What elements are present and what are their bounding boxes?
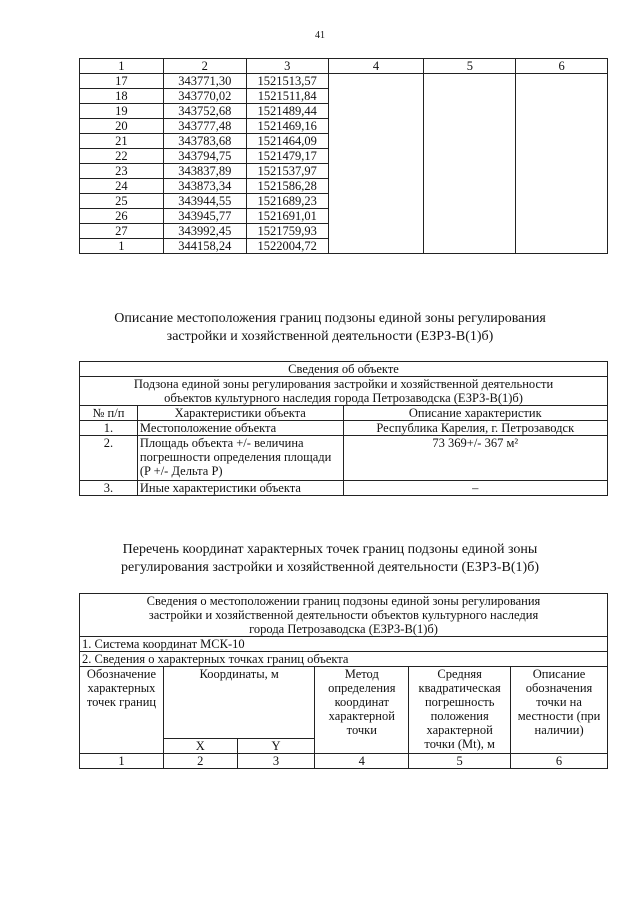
column-number-header: 5 bbox=[424, 59, 516, 74]
point-number: 21 bbox=[80, 134, 164, 149]
coord-y: 1521489,44 bbox=[246, 104, 328, 119]
col-num-header: № п/п bbox=[80, 406, 138, 421]
point-number: 20 bbox=[80, 119, 164, 134]
heading-coordinates-list: Перечень координат характерных точек границ подзоны единой зоны регулирования застройки и хозяйственной деятельности (ЕЗРЗ-В(1)б) bbox=[120, 542, 539, 575]
column-number: 5 bbox=[409, 754, 511, 769]
section-points-info: 2. Сведения о характерных точках границ объекта bbox=[80, 652, 608, 667]
coord-y: 1521586,28 bbox=[246, 179, 328, 194]
col-desc-header: Описание характеристик bbox=[343, 406, 607, 421]
point-number: 19 bbox=[80, 104, 164, 119]
coord-x: 343752,68 bbox=[163, 104, 246, 119]
coord-x: 344158,24 bbox=[163, 239, 246, 254]
point-number: 1 bbox=[80, 239, 164, 254]
empty-cell bbox=[328, 74, 424, 254]
column-number-header: 1 bbox=[80, 59, 164, 74]
column-number-header: 3 bbox=[246, 59, 328, 74]
column-number-header: 6 bbox=[516, 59, 608, 74]
column-number-header: 2 bbox=[163, 59, 246, 74]
coordinates-table-continued bbox=[79, 58, 608, 254]
row-desc: – bbox=[343, 481, 607, 496]
boundary-table-title: Сведения о местоположении границ подзоны единой зоны регулирования застройки и хозяйственной деятельности объектов культурного наследия города Петрозаводска (ЕЗРЗ-В(1)б) bbox=[80, 594, 608, 637]
coord-y: 1521691,01 bbox=[246, 209, 328, 224]
table-row bbox=[80, 74, 608, 89]
row-char: Местоположение объекта bbox=[137, 421, 343, 436]
coord-x: 343837,89 bbox=[163, 164, 246, 179]
coord-x: 343783,68 bbox=[163, 134, 246, 149]
row-char: Площадь объекта +/- величина погрешности определения площади (P +/- Дельта P) bbox=[137, 436, 343, 481]
point-number: 22 bbox=[80, 149, 164, 164]
row-num: 2. bbox=[80, 436, 138, 481]
coord-y: 1521469,16 bbox=[246, 119, 328, 134]
point-number: 27 bbox=[80, 224, 164, 239]
coord-y: 1521537,97 bbox=[246, 164, 328, 179]
coord-y: 1522004,72 bbox=[246, 239, 328, 254]
coord-y: 1521689,23 bbox=[246, 194, 328, 209]
point-number: 24 bbox=[80, 179, 164, 194]
point-number: 26 bbox=[80, 209, 164, 224]
header-description: Описание обозначения точки на местности (при наличии) bbox=[511, 667, 608, 754]
empty-cell bbox=[516, 74, 608, 254]
coord-x: 343873,34 bbox=[163, 179, 246, 194]
object-info-table bbox=[79, 361, 608, 496]
row-num: 3. bbox=[80, 481, 138, 496]
empty-cell bbox=[424, 74, 516, 254]
heading-description: Описание местоположения границ подзоны единой зоны регулирования застройки и хозяйственной деятельности (ЕЗРЗ-В(1)б) bbox=[114, 311, 546, 344]
row-desc: Республика Карелия, г. Петрозаводск bbox=[343, 421, 607, 436]
column-number: 1 bbox=[80, 754, 164, 769]
header-method: Метод определения координат характерной точки bbox=[315, 667, 409, 754]
row-desc: 73 369+/- 367 м² bbox=[343, 436, 607, 481]
column-number: 3 bbox=[237, 754, 315, 769]
column-number: 6 bbox=[511, 754, 608, 769]
header-error: Средняя квадратическая погрешность положения характерной точки (Mt), м bbox=[409, 667, 511, 754]
coord-x: 343777,48 bbox=[163, 119, 246, 134]
header-coordinates: Координаты, м bbox=[163, 667, 314, 739]
coord-x: 343794,75 bbox=[163, 149, 246, 164]
coord-y: 1521464,09 bbox=[246, 134, 328, 149]
coord-x: 343945,77 bbox=[163, 209, 246, 224]
coord-y: 1521513,57 bbox=[246, 74, 328, 89]
column-number-header: 4 bbox=[328, 59, 424, 74]
section-coordinate-system: 1. Система координат МСК-10 bbox=[80, 637, 608, 652]
coord-y: 1521479,17 bbox=[246, 149, 328, 164]
column-number: 4 bbox=[315, 754, 409, 769]
header-y: Y bbox=[237, 739, 315, 754]
col-char-header: Характеристики объекта bbox=[137, 406, 343, 421]
point-number: 18 bbox=[80, 89, 164, 104]
coord-x: 343770,02 bbox=[163, 89, 246, 104]
point-number: 17 bbox=[80, 74, 164, 89]
row-num: 1. bbox=[80, 421, 138, 436]
header-designation: Обозначение характерных точек границ bbox=[80, 667, 164, 754]
point-number: 25 bbox=[80, 194, 164, 209]
coord-x: 343771,30 bbox=[163, 74, 246, 89]
point-number: 23 bbox=[80, 164, 164, 179]
object-info-subtitle: Подзона единой зоны регулирования застройки и хозяйственной деятельности объектов культурного наследия города Петрозаводска (ЕЗРЗ-В(1)б) bbox=[80, 377, 608, 406]
boundary-points-table bbox=[79, 593, 608, 769]
coord-y: 1521759,93 bbox=[246, 224, 328, 239]
coord-y: 1521511,84 bbox=[246, 89, 328, 104]
row-char: Иные характеристики объекта bbox=[137, 481, 343, 496]
column-number: 2 bbox=[163, 754, 237, 769]
coord-x: 343992,45 bbox=[163, 224, 246, 239]
header-x: X bbox=[163, 739, 237, 754]
page-number: 41 bbox=[315, 30, 325, 41]
coord-x: 343944,55 bbox=[163, 194, 246, 209]
object-info-title: Сведения об объекте bbox=[80, 362, 608, 377]
